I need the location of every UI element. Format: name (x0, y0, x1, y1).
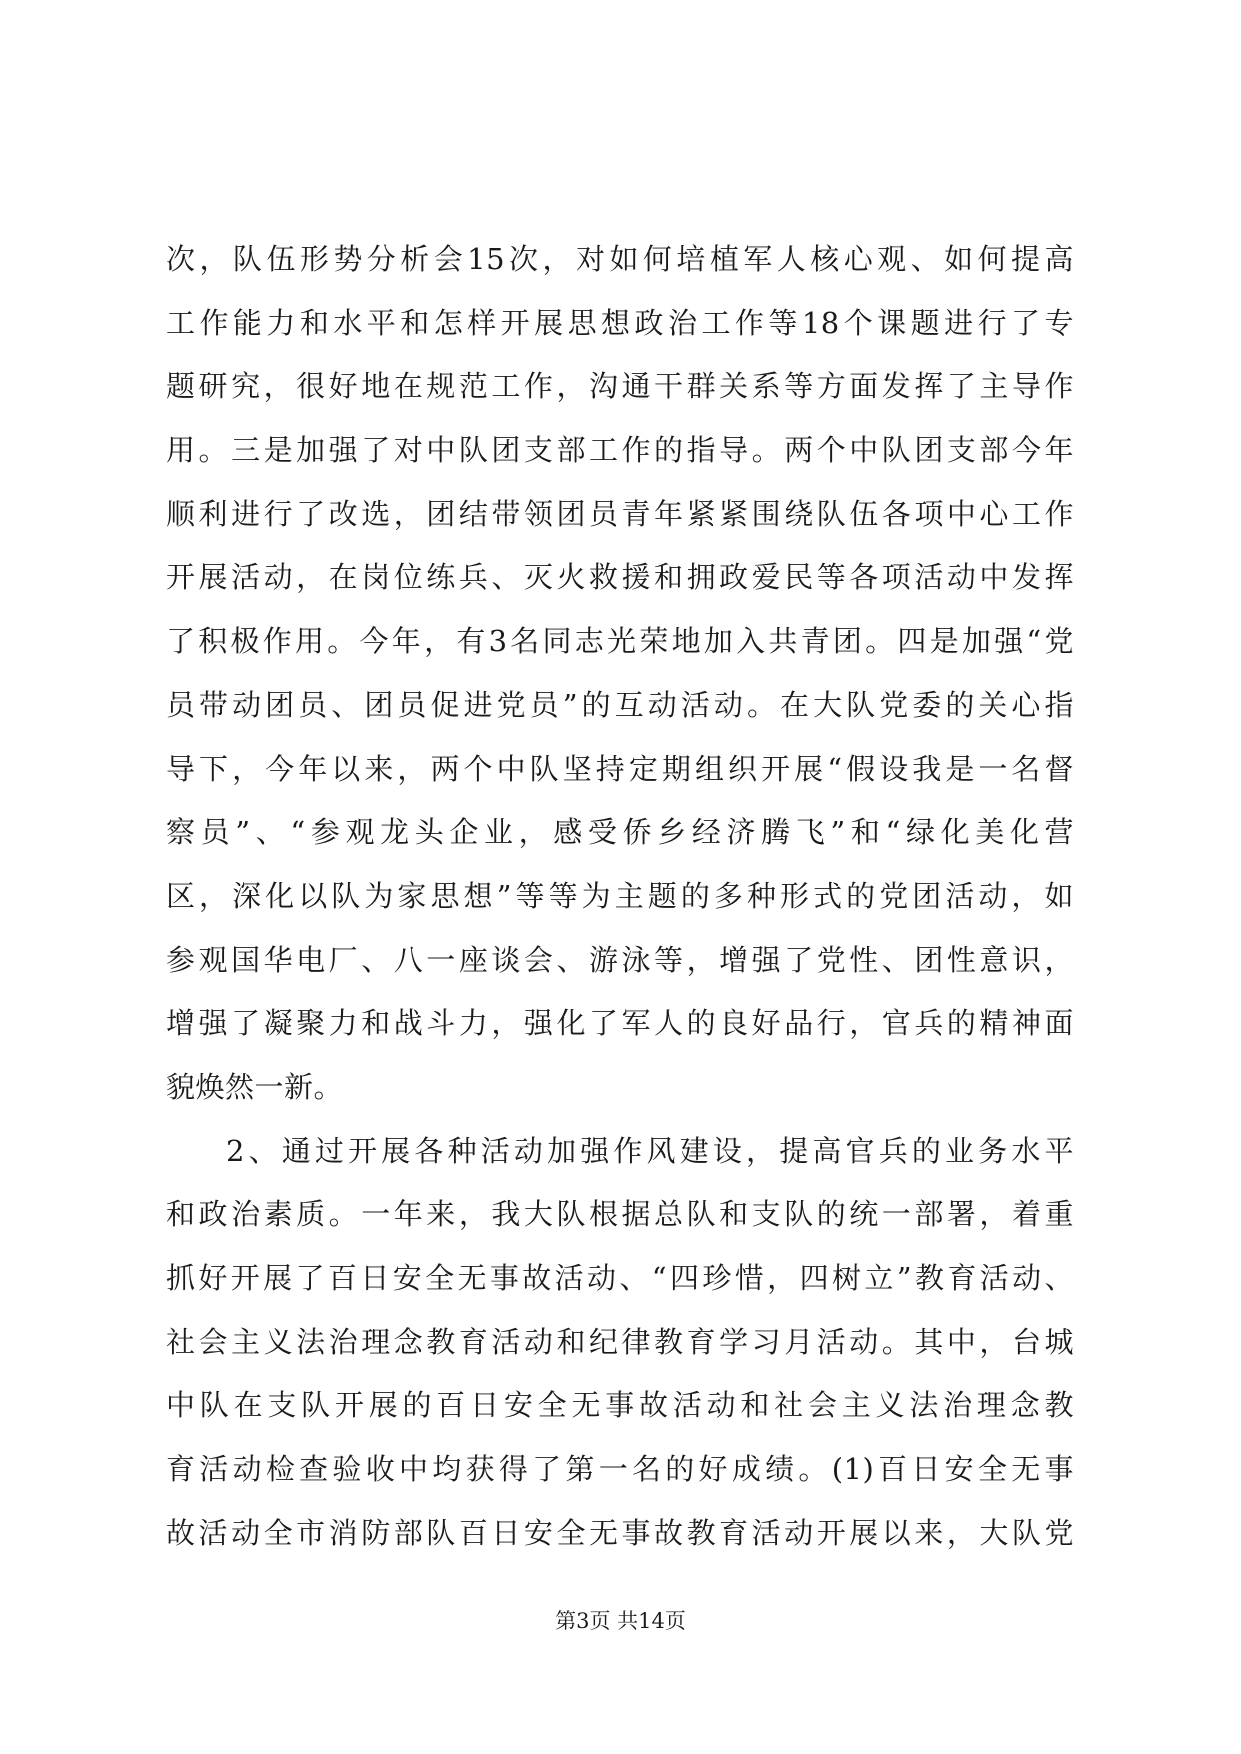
text-line: 顺利进行了改选，团结带领团员青年紧紧围绕队伍各项中心工作 (166, 496, 1074, 531)
text-line: 抓好开展了百日安全无事故活动、“四珍惜，四树立”教育活动、 (166, 1261, 1074, 1295)
text-line: 社会主义法治理念教育活动和纪律教育学习月活动。其中，台城 (166, 1324, 1074, 1359)
text-line: 员带动团员、团员促进党员”的互动活动。在大队党委的关心指 (166, 687, 1074, 722)
text-line: 用。三是加强了对中队团支部工作的指导。两个中队团支部今年 (166, 433, 1074, 468)
text-line: 察员”、“参观龙头企业，感受侨乡经济腾飞”和“绿化美化营 (166, 815, 1074, 850)
paragraph-1 (166, 228, 1074, 1120)
text-line: 增强了凝聚力和战斗力，强化了军人的良好品行，官兵的精神面 (166, 1006, 1074, 1041)
text-line: 2、通过开展各种活动加强作风建设，提高官兵的业务水平 (226, 1133, 1074, 1168)
text-line: 和政治素质。一年来，我大队根据总队和支队的统一部署，着重 (166, 1197, 1074, 1232)
text-line: 参观国华电厂、八一座谈会、游泳等，增强了党性、团性意识， (166, 942, 1074, 977)
text-line: 次，队伍形势分析会15次，对如何培植军人核心观、如何提高 (166, 242, 1074, 276)
text-line: 中队在支队开展的百日安全无事故活动和社会主义法治理念教 (166, 1388, 1074, 1423)
text-line: 开展活动，在岗位练兵、灭火救援和拥政爱民等各项活动中发挥 (166, 560, 1074, 595)
text-line: 育活动检查验收中均获得了第一名的好成绩。(1)百日安全无事 (166, 1452, 1074, 1487)
text-line: 题研究，很好地在规范工作，沟通干群关系等方面发挥了主导作 (166, 369, 1074, 404)
text-line: 了积极作用。今年，有3名同志光荣地加入共青团。四是加强“党 (166, 624, 1074, 659)
text-line: 故活动全市消防部队百日安全无事故教育活动开展以来，大队党 (166, 1515, 1074, 1550)
text-line: 工作能力和水平和怎样开展思想政治工作等18个课题进行了专 (166, 305, 1074, 340)
paragraph-2 (166, 1120, 1074, 1566)
text-line: 导下，今年以来，两个中队坚持定期组织开展“假设我是一名督 (166, 751, 1074, 786)
text-line: 区，深化以队为家思想”等等为主题的多种形式的党团活动，如 (166, 878, 1074, 913)
document-body (166, 228, 1074, 1565)
page-footer: 第3页 共14页 (555, 1609, 686, 1633)
text-line: 貌焕然一新。 (166, 1069, 344, 1104)
